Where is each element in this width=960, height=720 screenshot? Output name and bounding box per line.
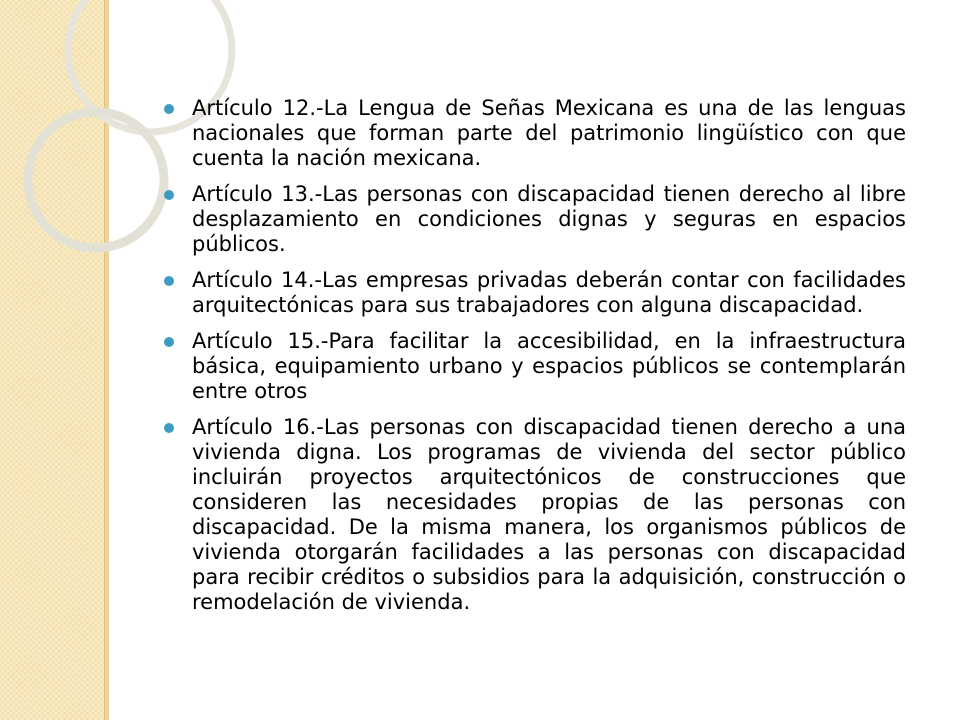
bullet-icon xyxy=(164,104,174,114)
list-item-article-16 xyxy=(164,415,906,615)
article-text: Artículo 14.-Las empresas privadas deberán contar con facilidades arquitectónicas para sus trabajadores con alguna discapacidad. xyxy=(192,268,906,317)
bullet-icon xyxy=(164,337,174,347)
bullet-icon xyxy=(164,423,174,433)
list-item-article-13 xyxy=(164,182,906,257)
bullet-icon xyxy=(164,276,174,286)
list-item-article-15 xyxy=(164,329,906,404)
list-item-article-12 xyxy=(164,96,906,171)
article-text: Artículo 13.-Las personas con discapacidad tienen derecho al libre desplazamiento en condiciones dignas y seguras en espacios públicos. xyxy=(192,182,906,256)
articles-list xyxy=(164,96,906,626)
bullet-icon xyxy=(164,190,174,200)
article-text: Artículo 12.-La Lengua de Señas Mexicana es una de las lenguas nacionales que forman parte del patrimonio lingüístico con que cuenta la nación mexicana. xyxy=(192,96,906,170)
article-text: Artículo 16.-Las personas con discapacidad tienen derecho a una vivienda digna. Los programas de vivienda del sector público incluirán proyectos arquitectónicos de construcciones que consideren las necesidades propias de las personas con discapacidad. De la misma manera, los organismos públicos de vivienda otorgarán facilidades a las personas con discapacidad para recibir créditos o subsidios para la adquisición, construcción o remodelación de vivienda. xyxy=(192,415,906,614)
decorative-ring-small xyxy=(28,112,164,248)
list-item-article-14 xyxy=(164,268,906,318)
article-text: Artículo 15.-Para facilitar la accesibilidad, en la infraestructura básica, equipamiento urbano y espacios públicos se contemplarán entre otros xyxy=(192,329,906,403)
